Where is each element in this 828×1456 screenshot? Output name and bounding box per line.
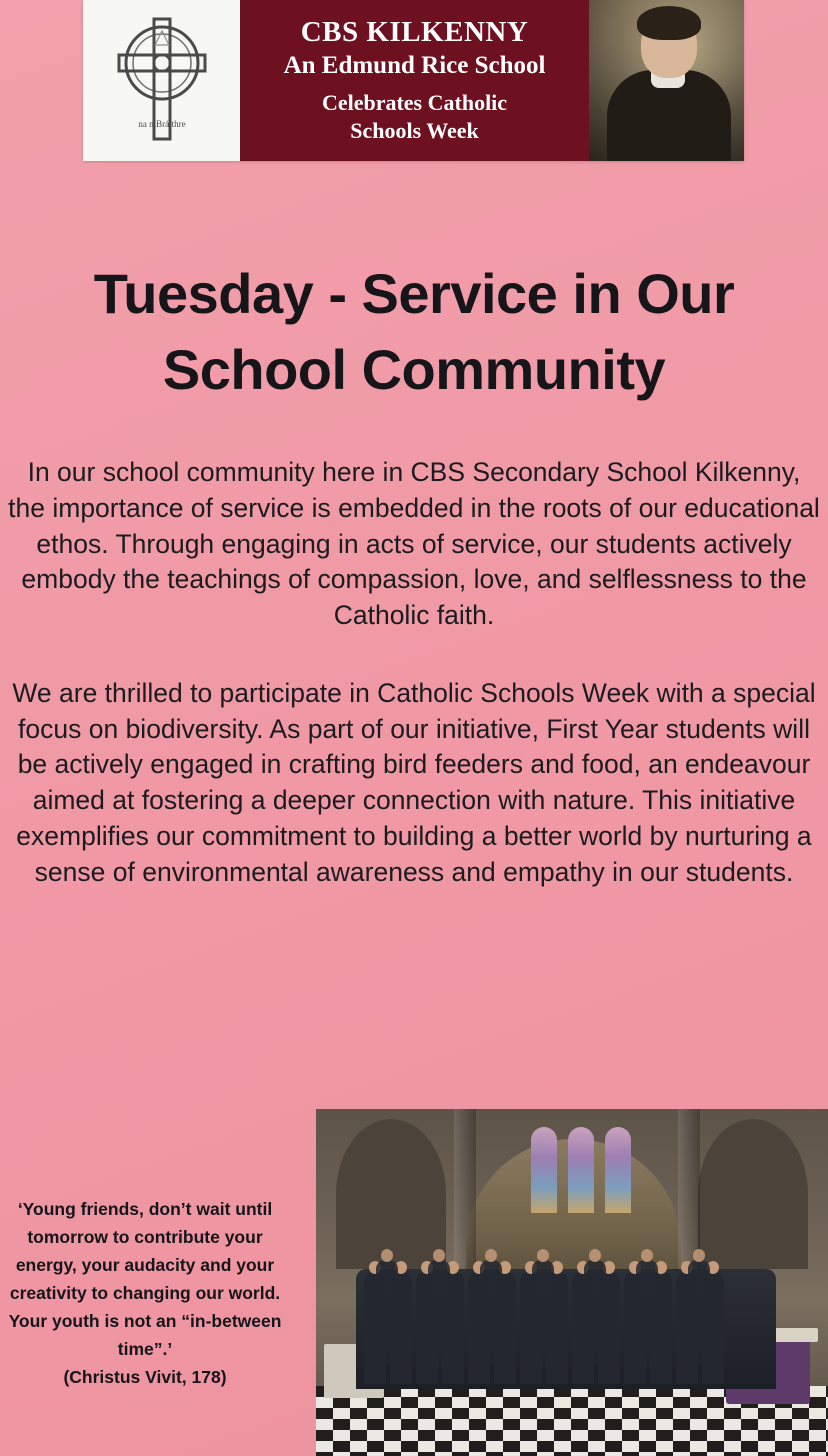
paragraph-service-ethos: In our school community here in CBS Secondary School Kilkenny, the importance of service is embedded in the roots of our educational ethos. Through engaging in acts of service, our students actively embody the teachings of compassion, love, and selflessness to the Catholic faith.	[8, 457, 820, 631]
svg-text:na mBráithre: na mBráithre	[137, 118, 186, 129]
banner-line-celebrates: Celebrates Catholic	[321, 90, 508, 116]
quote-block	[0, 1195, 290, 1391]
students-group-photo-in-cathedral	[316, 1109, 828, 1456]
banner-line-schools-week: Schools Week	[350, 117, 479, 143]
banner-line-subtitle: An Edmund Rice School	[283, 51, 546, 79]
celtic-cross-crest-icon	[103, 11, 221, 151]
page-title: Tuesday - Service in Our School Community	[93, 261, 735, 401]
quote-text: ‘Young friends, don’t wait until tomorrow to contribute your energy, your audacity and your creativity to changing our world. Your youth is not an “in-between time”.’	[8, 1199, 282, 1359]
banner-line-school-name: CBS KILKENNY	[300, 16, 529, 49]
school-banner	[83, 0, 744, 161]
banner-text-block	[240, 0, 589, 161]
quote-reference: (Christus Vivit, 178)	[63, 1367, 227, 1387]
body-content	[0, 455, 828, 932]
edmund-rice-portrait-icon	[589, 0, 744, 161]
paragraph-biodiversity-initiative: We are thrilled to participate in Catholic Schools Week with a special focus on biodiversity. As part of our initiative, First Year students will be actively engaged in crafting bird feeders and food, an endeavour aimed at fostering a deeper connection with nature. This initiative exemplifies our commitment to building a better world by nurturing a sense of environmental awareness and empathy in our students.	[12, 677, 816, 887]
crest-panel	[83, 0, 240, 161]
